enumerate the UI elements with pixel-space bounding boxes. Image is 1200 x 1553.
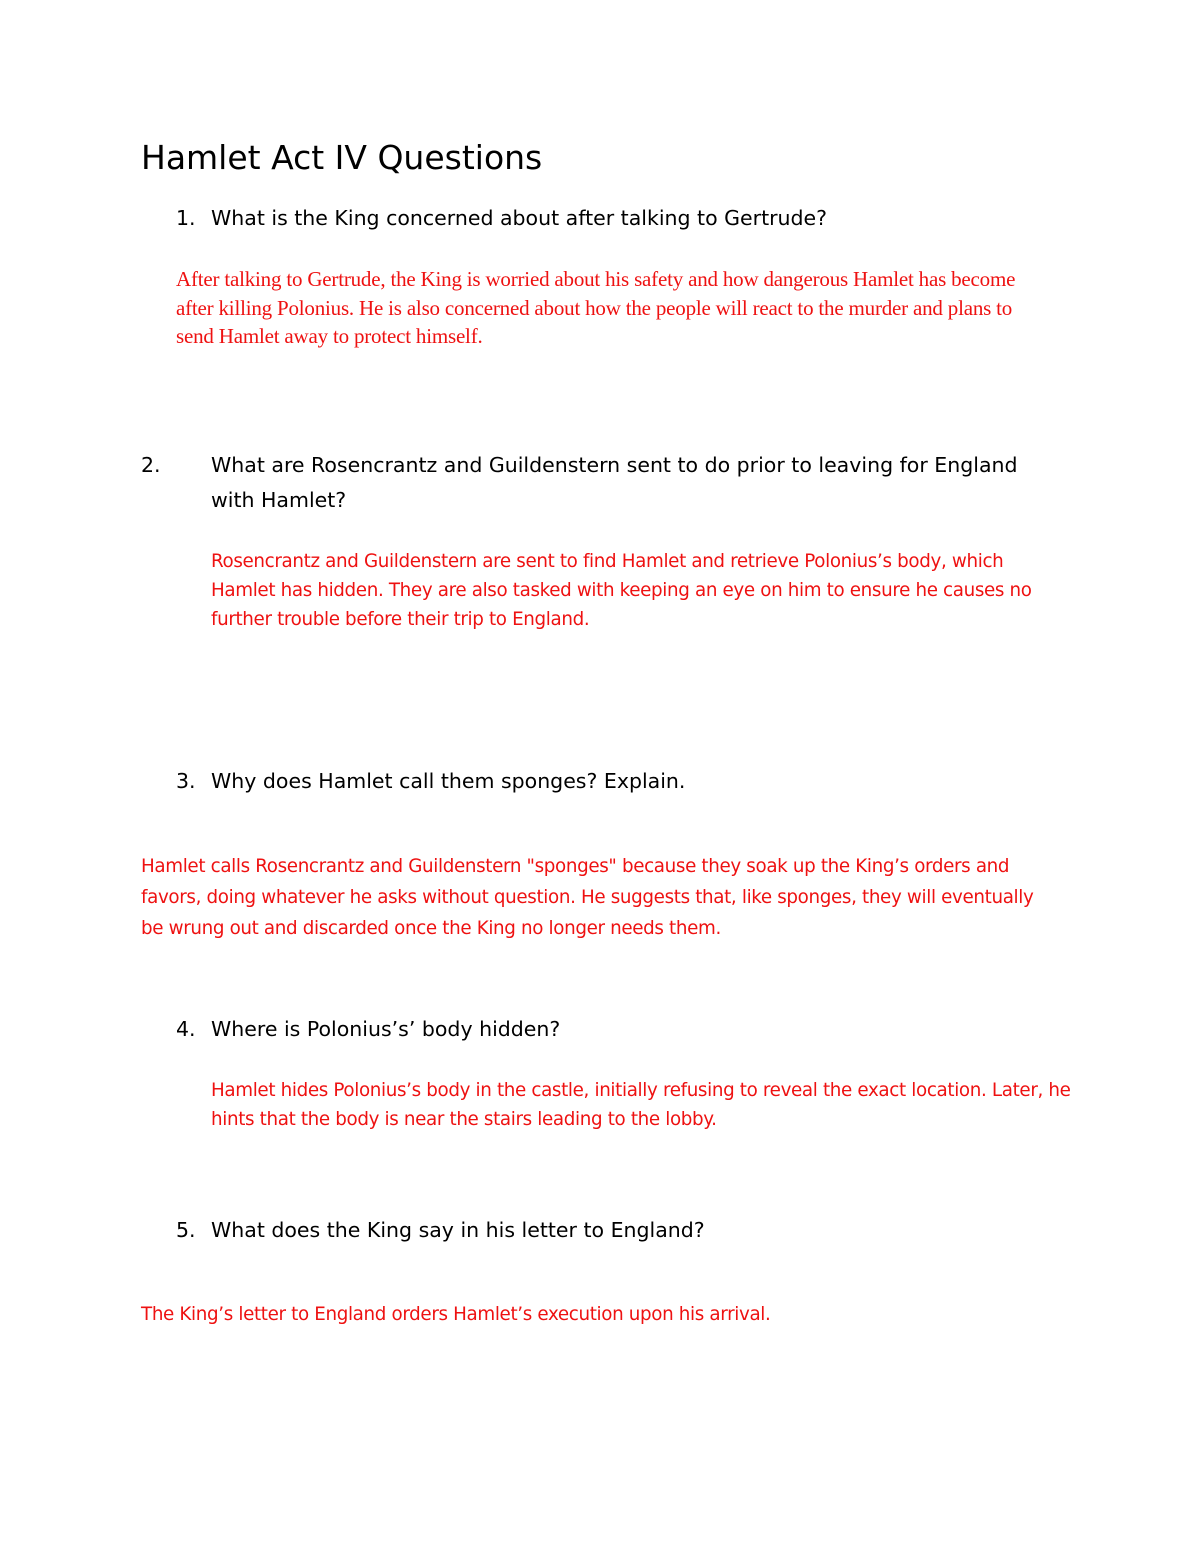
- question-2: [141, 448, 1041, 518]
- document-title: Hamlet Act IV Questions: [141, 138, 543, 177]
- answer-2: Rosencrantz and Guildenstern are sent to find Hamlet and retrieve Polonius’s body, which Hamlet has hidden. They are also tasked with keeping an eye on him to ensure he causes no further trouble before their trip to England.: [211, 551, 1032, 630]
- question-number: 3.: [176, 769, 196, 793]
- question-number: 1.: [176, 206, 196, 230]
- question-number: 5.: [176, 1218, 196, 1242]
- answer-3: Hamlet calls Rosencrantz and Guildenstern "sponges" because they soak up the King’s orders and favors, doing whatever he asks without question. He suggests that, like sponges, they will eventually be wrung out and discarded once the King no longer needs them.: [141, 856, 1034, 939]
- question-4: [176, 1012, 1076, 1047]
- answer-1: After talking to Gertrude, the King is worried about his safety and how dangerous Hamlet has become after killing Polonius. He is also concerned about how the people will react to the murder and plans to send Hamlet away to protect himself.: [176, 267, 1016, 348]
- question-1: [176, 201, 1076, 236]
- question-text: Where is Polonius’s’ body hidden?: [211, 1017, 561, 1041]
- answer-4: Hamlet hides Polonius’s body in the castle, initially refusing to reveal the exact location. Later, he hints that the body is near the stairs leading to the lobby.: [211, 1080, 1071, 1130]
- question-3: [176, 764, 1076, 799]
- question-text: What are Rosencrantz and Guildenstern sent to do prior to leaving for England with Hamlet?: [211, 453, 1018, 512]
- question-text: What is the King concerned about after talking to Gertrude?: [211, 206, 828, 230]
- question-number: 4.: [176, 1017, 196, 1041]
- question-text: Why does Hamlet call them sponges? Explain.: [211, 769, 686, 793]
- question-text: What does the King say in his letter to England?: [211, 1218, 705, 1242]
- answer-5: The King’s letter to England orders Hamlet’s execution upon his arrival.: [141, 1304, 771, 1325]
- question-5: [176, 1213, 1076, 1248]
- question-number: 2.: [141, 453, 161, 477]
